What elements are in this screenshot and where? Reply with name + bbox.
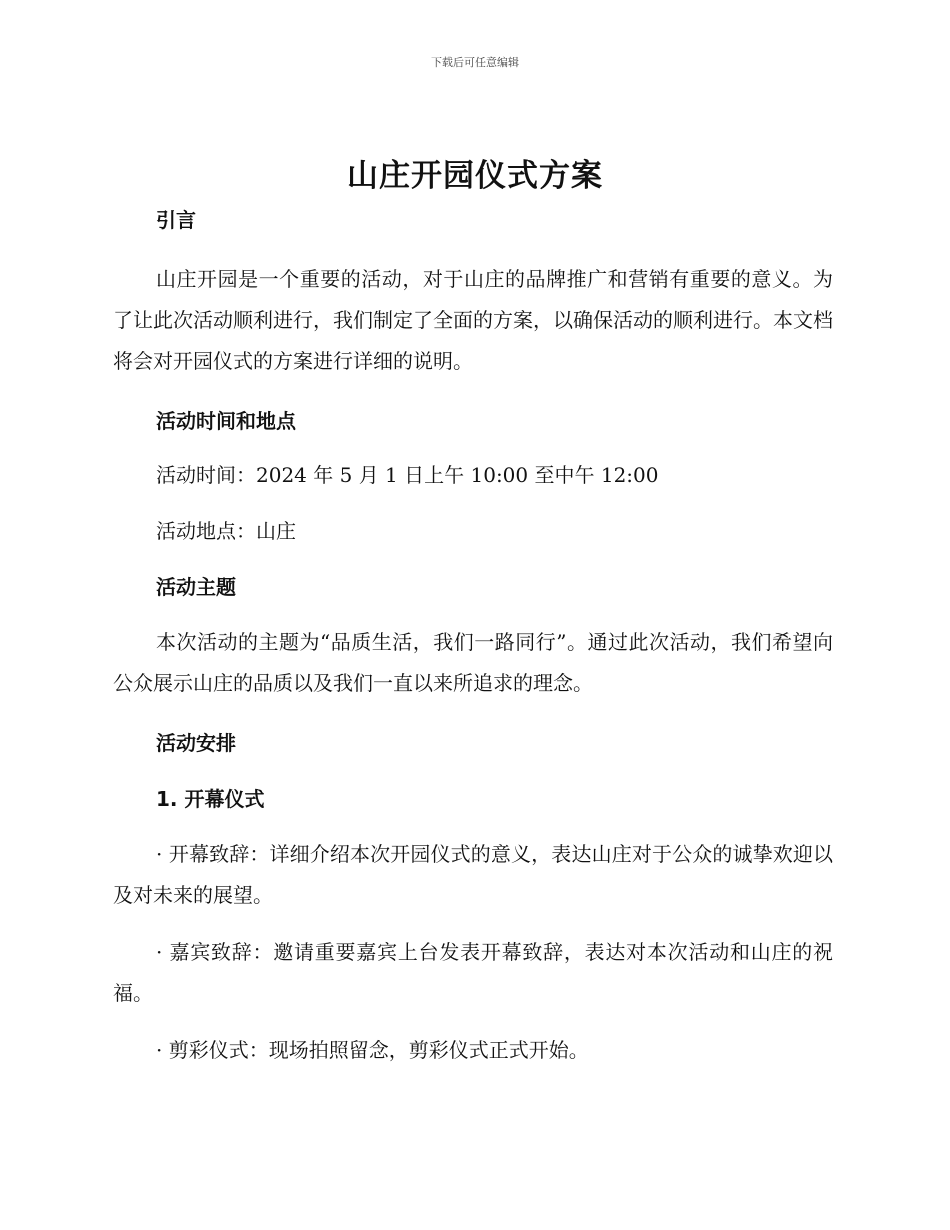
header-note: 下载后可任意编辑 — [431, 56, 519, 69]
bullet-guest-speech: · 嘉宾致辞：邀请重要嘉宾上台发表开幕致辞，表达对本次活动和山庄的祝福。 — [113, 940, 833, 1005]
paragraph-theme: 本次活动的主题为“品质生活，我们一路同行”。通过此次活动，我们希望向公众展示山庄的品质以及我们一直以来所追求的理念。 — [113, 630, 833, 695]
document-body — [113, 205, 833, 1071]
paragraph-time: 活动时间：2024 年 5 月 1 日上午 10:00 至中午 12:00 — [156, 463, 659, 487]
heading-arrangement: 活动安排 — [156, 731, 236, 755]
heading-theme: 活动主题 — [156, 575, 236, 599]
bullet-ribbon-cutting: · 剪彩仪式：现场拍照留念，剪彩仪式正式开始。 — [156, 1038, 589, 1062]
heading-opening-ceremony: 1. 开幕仪式 — [156, 787, 265, 811]
paragraph-intro: 山庄开园是一个重要的活动，对于山庄的品牌推广和营销有重要的意义。为了让此次活动顺利进行，我们制定了全面的方案，以确保活动的顺利进行。本文档将会对开园仪式的方案进行详细的说明。 — [113, 267, 833, 373]
paragraph-place: 活动地点：山庄 — [156, 519, 296, 543]
document-title: 山庄开园仪式方案 — [347, 158, 603, 194]
bullet-opening-speech: · 开幕致辞：详细介绍本次开园仪式的意义，表达山庄对于公众的诚挚欢迎以及对未来的展望。 — [113, 842, 833, 907]
heading-time-place: 活动时间和地点 — [156, 409, 296, 433]
heading-intro: 引言 — [156, 208, 196, 232]
